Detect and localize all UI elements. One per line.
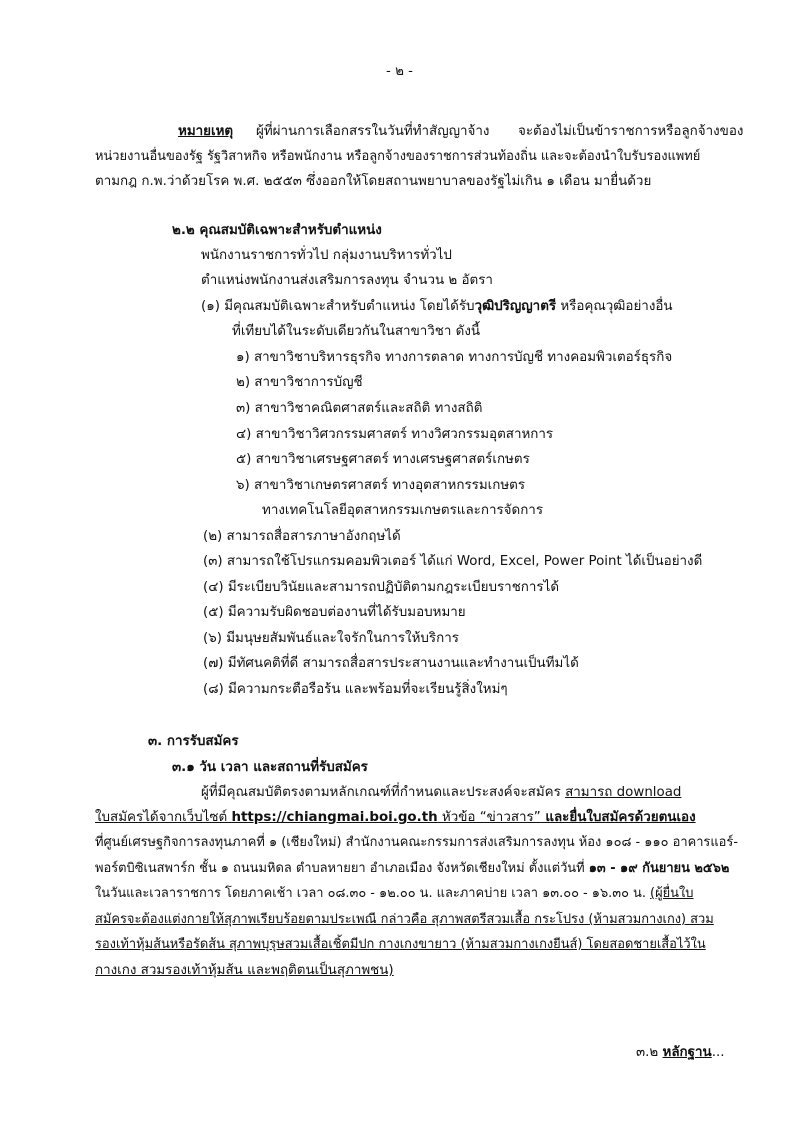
list-item: ๑) สาขาวิชาบริหารธุรกิจ ทางการตลาด ทางการบัญชี ทางคอมพิวเตอร์ธุรกิจ bbox=[236, 350, 673, 365]
qualification-1 bbox=[201, 298, 673, 316]
note-line1-b: จะต้องไม่เป็นข้าราชการหรือลูกจ้างของ bbox=[518, 124, 744, 139]
list-item: ๖) สาขาวิชาเกษตรศาสตร์ ทางอุตสาหกรรมเกษตร bbox=[236, 478, 526, 493]
degree-requirement: วุฒิปริญญาตรี bbox=[474, 299, 557, 314]
apply-dates: ๑๓ - ๑๙ กันยายน ๒๕๖๒ bbox=[588, 861, 730, 876]
dress-code-start: (ผู้ยื่นใบ bbox=[650, 886, 694, 901]
next-section-number: ๓.๒ bbox=[636, 1045, 663, 1060]
note-line2: หน่วยงานอื่นของรัฐ รัฐวิสาหกิจ หรือพนักงาน หรือลูกจ้างของราชการส่วนท้องถิ่น และจะต้องนำใบรับรองแพทย์ bbox=[95, 149, 701, 164]
note-label: หมายเหตุ bbox=[178, 124, 234, 139]
list-item: (๕) มีความรับผิดชอบต่องานที่ได้รับมอบหมาย bbox=[203, 605, 466, 620]
list-item: ๒) สาขาวิชาการบัญชี bbox=[236, 375, 363, 390]
list-item: (๔) มีระเบียบวินัยและสามารถปฏิบัติตามกฎระเบียบราชการได้ bbox=[203, 580, 560, 595]
page-number: - ๒ - bbox=[386, 64, 414, 79]
position-line: ตำแหน่งพนักงานส่งเสริมการลงทุน จำนวน ๒ อัตรา bbox=[201, 273, 493, 288]
list-item: (๗) มีทัศนคติที่ดี สามารถสื่อสารประสานงานและทำงานเป็นทีมได้ bbox=[203, 656, 579, 671]
apply-line5 bbox=[95, 885, 693, 903]
apply-line1 bbox=[201, 784, 681, 802]
list-item-continuation: ทางเทคโนโลยีอุตสาหกรรมเกษตรและการจัดการ bbox=[262, 503, 544, 518]
qualification-1-text-a: (๑) มีคุณสมบัติเฉพาะสำหรับตำแหน่ง โดยได้รับ bbox=[201, 299, 475, 314]
note-line1-a: ผู้ที่ผ่านการเลือกสรรในวันที่ทำสัญญาจ้าง bbox=[256, 124, 490, 139]
dress-code-line2: รองเท้าหุ้มส้นหรือรัดส้น สุภาพบุรุษสวมเสื้อเชิ้ตมีปก กางเกงขายาว (ห้ามสวมกางเกงยีนส์) โดยสอดชายเสื้อไว้ใน bbox=[95, 937, 706, 952]
apply-line2 bbox=[95, 809, 696, 827]
apply-line4-text: พอร์ตบิซิเนสพาร์ก ชั้น ๑ ถนนมหิดล ตำบลหายยา อำเภอเมือง จังหวัดเชียงใหม่ ตั้งแต่วันที่ bbox=[95, 861, 589, 876]
list-item: (๖) มีมนุษยสัมพันธ์และใจรักในการให้บริการ bbox=[203, 631, 459, 646]
section-2-2-heading: ๒.๒ คุณสมบัติเฉพาะสำหรับตำแหน่ง bbox=[172, 223, 382, 238]
next-section-marker bbox=[636, 1044, 724, 1062]
qualification-1-text-b: หรือคุณวุฒิอย่างอื่น bbox=[556, 299, 673, 314]
list-item: (๓) สามารถใช้โปรแกรมคอมพิวเตอร์ ได้แก่ Word, Excel, Power Point ได้เป็นอย่างดี bbox=[203, 554, 703, 569]
next-section-ellipsis: ... bbox=[711, 1045, 725, 1060]
list-item: (๒) สามารถสื่อสารภาษาอังกฤษได้ bbox=[203, 529, 401, 544]
news-topic: หัวข้อ “ข่าวสาร” bbox=[437, 810, 541, 825]
dress-code-line3: กางเกง สวมรองเท้าหุ้มส้น และพฤติตนเป็นสุภาพชน) bbox=[95, 963, 394, 978]
apply-in-person: และยื่นใบสมัครด้วยตนเอง bbox=[540, 810, 696, 825]
apply-line1-text: ผู้ที่มีคุณสมบัติตรงตามหลักเกณฑ์ที่กำหนดและประสงค์จะสมัคร bbox=[201, 785, 566, 800]
staff-type: พนักงานราชการทั่วไป กลุ่มงานบริหารทั่วไป bbox=[201, 248, 452, 263]
note-line3: ตามกฎ ก.พ.ว่าด้วยโรค พ.ศ. ๒๕๕๓ ซึ่งออกให้โดยสถานพยาบาลของรัฐไม่เกิน ๑ เดือน มายื่นด้วย bbox=[95, 174, 652, 189]
apply-line4 bbox=[95, 860, 729, 878]
list-item: (๘) มีความกระตือรือร้น และพร้อมที่จะเรียนรู้สิ่งใหม่ๆ bbox=[203, 682, 508, 697]
qualification-1-line2: ที่เทียบได้ในระดับเดียวกันในสาขาวิชา ดังนี้ bbox=[232, 324, 481, 339]
download-text: สามารถ download bbox=[565, 785, 682, 800]
apply-line2-text: ใบสมัครได้จากเว็บไซต์ bbox=[95, 810, 232, 825]
dress-code-line1: สมัครจะต้องแต่งกายให้สุภาพเรียบร้อยตามประเพณี กล่าวคือ สุภาพสตรีสวมเสื้อ กระโปรง (ห้ามสวมกางเกง) สวม bbox=[95, 912, 714, 927]
apply-line3: ที่ศูนย์เศรษฐกิจการลงทุนภาคที่ ๑ (เชียงใหม่) สำนักงานคณะกรรมการส่งเสริมการลงทุน ห้อง ๑๐๘ - ๑๑๐ อาคารแอร์- bbox=[95, 835, 738, 850]
next-section-label: หลักฐาน bbox=[662, 1045, 712, 1060]
list-item: ๓) สาขาวิชาคณิตศาสตร์และสถิติ ทางสถิติ bbox=[236, 401, 483, 416]
section-3-heading: ๓. การรับสมัคร bbox=[148, 734, 239, 749]
list-item: ๔) สาขาวิชาวิศวกรรมศาสตร์ ทางวิศวกรรมอุตสาหการ bbox=[236, 427, 554, 442]
apply-line5-text: ในวันและเวลาราชการ โดยภาคเช้า เวลา ๐๘.๓๐ - ๑๒.๐๐ น. และภาคบ่าย เวลา ๑๓.๐๐ - ๑๖.๓๐ น. bbox=[95, 886, 651, 901]
website-link[interactable]: https://chiangmai.boi.go.th bbox=[231, 810, 438, 825]
list-item: ๕) สาขาวิชาเศรษฐศาสตร์ ทางเศรษฐศาสตร์เกษตร bbox=[236, 452, 530, 467]
section-3-1-heading: ๓.๑ วัน เวลา และสถานที่รับสมัคร bbox=[172, 760, 368, 775]
